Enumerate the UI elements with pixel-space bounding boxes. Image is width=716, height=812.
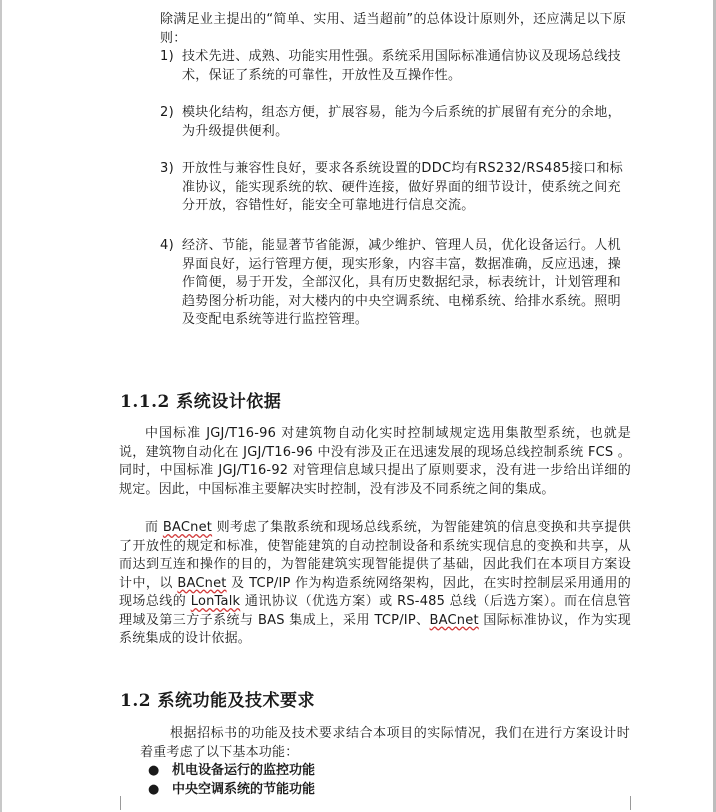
principle-item-3 xyxy=(160,160,630,216)
basis-paragraph-2 xyxy=(119,519,631,649)
text-run: 国际标准协议，作为实现系统集成的设计依据。 xyxy=(119,612,631,646)
principle-number: 4) xyxy=(160,238,174,253)
bullet-dot-icon: ● xyxy=(148,763,160,778)
principle-text: 经济、节能，能显著节省能源，减少维护、管理人员，优化设备运行。人机界面良好，运行管理方便，现实形象，内容丰富，数据准确，反应迅速，操作简便，易于开发，全部汉化，具有历史数据纪录，标表统计，计划管理和趋势图分析功能，对大楼内的中央空调系统、电梯系统、给排水系统。照明及变配电系统等进行监控管理。 xyxy=(182,238,621,327)
spellcheck-word[interactable]: BACnet xyxy=(177,575,227,591)
principle-text: 技术先进、成熟、功能实用性强。系统采用国际标准通信协议及现场总线技术，保证了系统的可靠性，开放性及互操作性。 xyxy=(182,49,621,83)
principle-number: 3) xyxy=(160,161,174,176)
basis-paragraph-1: 中国标准 JGJ/T16-96 对建筑物自动化实时控制域规定选用集散型系统，也就是说，建筑物自动化在 JGJ/T16-96 中没有涉及正在迅速发展的现场总线控制系统 FCS 。同时，中国标准 JGJ/T16-92 对管理信息域只提出了原则要求，没有进一步给出详细的规定。因此，中国标准主要解决实时控制，没有涉及不同系统之间的集成。 xyxy=(119,426,631,497)
principle-item-4 xyxy=(160,237,630,330)
bullet-text: 机电设备运行的监控功能 xyxy=(172,763,316,778)
spellcheck-word[interactable]: BACnet xyxy=(162,520,213,535)
bullet-item-2 xyxy=(148,781,315,799)
functions-paragraph: 根据招标书的功能及技术要求结合本项目的实际情况，我们在进行方案设计时着重考虑了以下基本功能： xyxy=(140,726,630,760)
bullet-text: 中央空调系统的节能功能 xyxy=(172,782,316,797)
principle-text: 模块化结构，组态方便，扩展容易，能为今后系统的扩展留有充分的余地，为升级提供便利。 xyxy=(182,105,621,139)
intro-paragraph: 除满足业主提出的“简单、实用、适当超前”的总体设计原则外，还应满足以下原则： xyxy=(160,12,627,46)
principle-number: 2) xyxy=(160,105,174,120)
section-heading-1-1-2: 1.1.2 系统设计依据 xyxy=(120,392,282,412)
principle-item-2 xyxy=(160,104,630,141)
text-run: 及 TCP/IP 作为构造系统网络架构，因此，在实时控制层采用通用的现场总线的 xyxy=(119,575,632,609)
text-run: 通讯协议（优选方案）或 RS-485 总线（后选方案）。而在信息管理域及第三方子系统与 BAS 集成上，采用 TCP/IP、 xyxy=(119,594,631,628)
principle-text: 开放性与兼容性良好，要求各系统设置的DDC均有RS232/RS485接口和标准协议，能实现系统的软、硬件连接，做好界面的细节设计，使系统之间充分开放，容错性好，能安全可靠地进行信息交流。 xyxy=(182,161,624,213)
principle-item-1 xyxy=(160,48,630,85)
text-run: 则考虑了集散系统和现场总线系统，为智能建筑的信息变换和共享提供了开放性的规定和标准，使智能建筑的自动控制设备和系统实现信息的变换和共享，从而达到互连和操作的目的，为智能建筑实现智能提供了基础，因此我们在本项目方案设计中，以 xyxy=(119,520,631,591)
spellcheck-word[interactable]: LonTalk xyxy=(190,594,241,609)
text-run: 而 xyxy=(145,520,163,535)
principle-number: 1) xyxy=(160,49,174,64)
bullet-dot-icon: ● xyxy=(148,782,160,797)
section-heading-1-2: 1.2 系统功能及技术要求 xyxy=(120,691,315,711)
page-margin-mark-left xyxy=(108,796,121,810)
spellcheck-word[interactable]: BACnet xyxy=(429,612,479,628)
page-margin-mark-right xyxy=(630,796,643,810)
bullet-item-1 xyxy=(148,762,315,780)
